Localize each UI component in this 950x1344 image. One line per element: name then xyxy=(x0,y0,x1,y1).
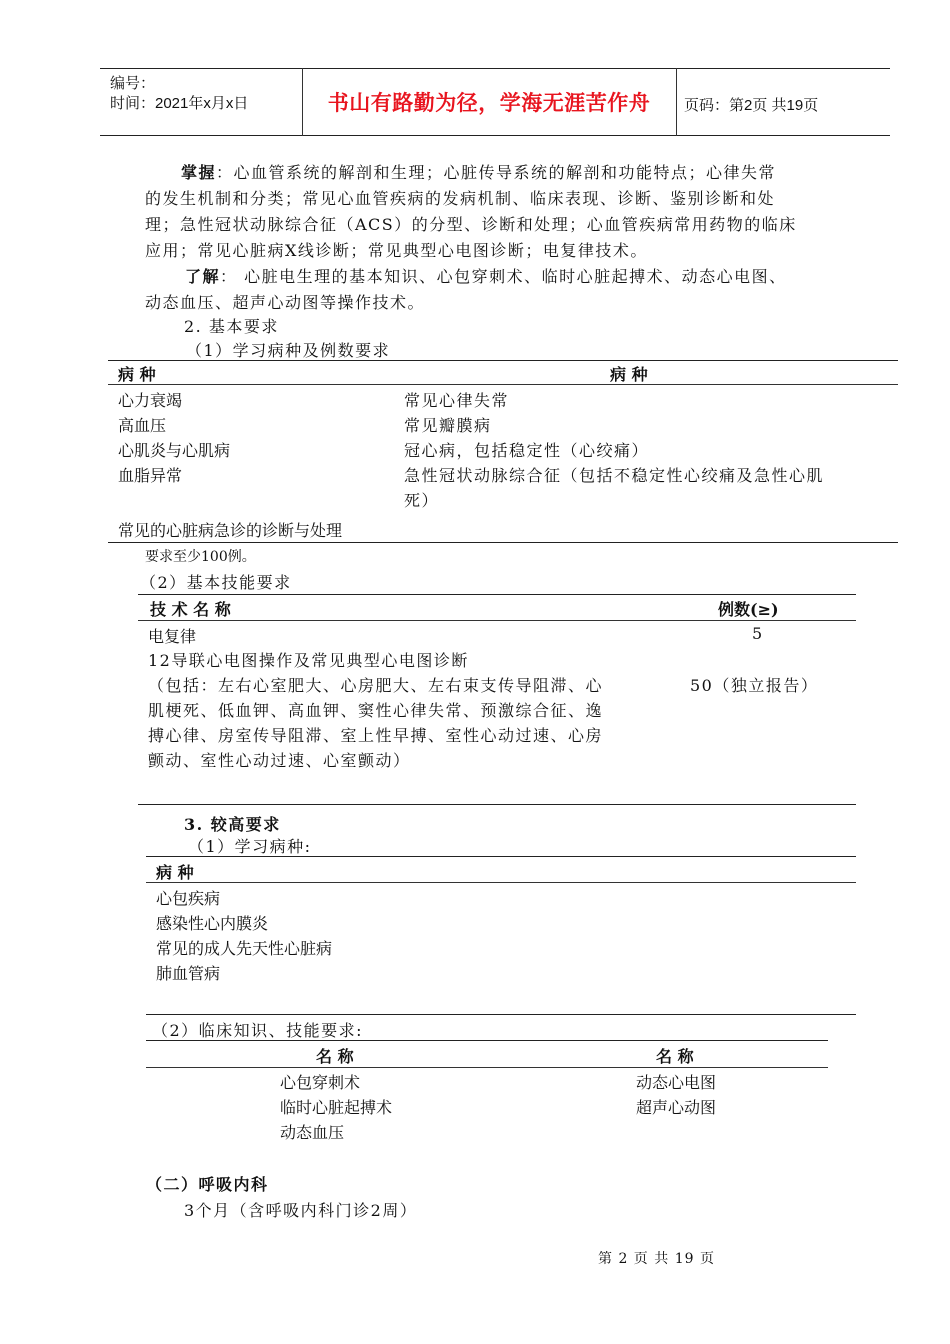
table1-last-row: 常见的心脏病急诊的诊断与处理 xyxy=(118,521,343,540)
table-rule xyxy=(138,594,856,595)
table2-row2-line: （包括：左右心室肥大、心房肥大、左右束支传导阻滞、心 xyxy=(148,676,604,695)
table4-left-column xyxy=(280,1070,392,1145)
header-motto: 书山有路勤为径，学海无涯苦作舟 xyxy=(327,91,651,115)
header-divider xyxy=(676,68,677,136)
advanced-sub2: （2）临床知识、技能要求: xyxy=(152,1021,364,1040)
table4-right-column xyxy=(636,1070,716,1120)
table3-item: 常见的成人先天性心脏病 xyxy=(156,939,333,958)
table-rule xyxy=(138,804,856,805)
table4-cell: 临时心脏起搏术 xyxy=(280,1098,393,1117)
table-rule xyxy=(146,1040,828,1041)
table2-row2-line: 搏心律、房室传导阻滞、室上性早搏、室性心动过速、心房 xyxy=(148,726,604,745)
basic-sub2: （2）基本技能要求 xyxy=(140,573,292,592)
table1-col-left: 病 种 xyxy=(118,365,156,384)
table-rule xyxy=(108,384,898,385)
mastery-line: 理；急性冠状动脉综合征（ACS）的分型、诊断和处理；心血管疾病常用药物的临床 xyxy=(145,215,797,234)
table2-row1-count: 5 xyxy=(752,624,763,643)
basic-heading: 2. 基本要求 xyxy=(184,317,279,336)
table1-cell: 死） xyxy=(404,491,440,510)
basic-sub1: （1）学习病种及例数要求 xyxy=(186,341,391,360)
page-footer: 第 2 页 共 19 页 xyxy=(598,1251,715,1267)
table2-row2-line: 颤动、室性心动过速、心室颤动） xyxy=(148,751,411,770)
table2-row2-count: 50（独立报告） xyxy=(690,676,819,695)
table-rule xyxy=(146,1067,828,1068)
table1-cell: 高血压 xyxy=(118,416,167,435)
table4-cell: 超声心动图 xyxy=(636,1098,717,1117)
table1-cell: 心力衰竭 xyxy=(118,391,183,410)
table1-right-column xyxy=(404,388,824,513)
table3-item: 肺血管病 xyxy=(156,964,221,983)
table3-item: 感染性心内膜炎 xyxy=(156,914,269,933)
table2-row1-name: 电复律 xyxy=(148,627,197,646)
mastery-line: 的发生机制和分类；常见心血管疾病的发病机制、临床表现、诊断、鉴别诊断和处 xyxy=(145,189,776,208)
table1-cell: 急性冠状动脉综合征（包括不稳定性心绞痛及急性心肌 xyxy=(404,466,825,485)
understand-line: ： 心脏电生理的基本知识、心包穿刺术、临时心脏起搏术、动态心电图、 xyxy=(220,267,787,286)
table-rule xyxy=(138,620,856,621)
understand-label: 了解 xyxy=(185,267,221,286)
table-rule xyxy=(108,360,898,361)
understand-line: 动态血压、超声心动图等操作技术。 xyxy=(145,293,426,312)
table4-col-right: 名 称 xyxy=(656,1047,694,1066)
table1-cell: 冠心病，包括稳定性（心绞痛） xyxy=(404,441,650,460)
table1-cell: 常见瓣膜病 xyxy=(404,416,492,435)
table-rule xyxy=(146,882,856,883)
section2-heading: （二）呼吸内科 xyxy=(146,1175,269,1194)
table1-cell: 心肌炎与心肌病 xyxy=(118,441,231,460)
table4-col-left: 名 称 xyxy=(316,1047,354,1066)
table4-cell: 心包穿刺术 xyxy=(280,1073,361,1092)
table2-row2-line: 肌梗死、低血钾、高血钾、窦性心律失常、预激综合征、逸 xyxy=(148,701,604,720)
mastery-line: ：心血管系统的解剖和生理；心脏传导系统的解剖和功能特点；心律失常 xyxy=(216,163,777,182)
table-rule xyxy=(146,1014,856,1015)
advanced-sub1: （1）学习病种: xyxy=(188,837,312,856)
table4-cell: 动态心电图 xyxy=(636,1073,717,1092)
mastery-label: 掌握 xyxy=(181,163,217,182)
section2-duration: 3个月（含呼吸内科门诊2周） xyxy=(184,1201,418,1220)
table3-col: 病 种 xyxy=(156,863,194,882)
table1-cell: 常见心律失常 xyxy=(404,391,510,410)
table3-item: 心包疾病 xyxy=(156,889,221,908)
table1-cell: 血脂异常 xyxy=(118,466,183,485)
time-label: 时间：2021年x月x日 xyxy=(110,95,249,112)
table1-left-column xyxy=(118,388,230,488)
table1-col-right: 病 种 xyxy=(610,365,648,384)
table2-col-name: 技 术 名 称 xyxy=(150,600,231,619)
understand-paragraph xyxy=(145,264,860,316)
table2-col-count: 例数(≥) xyxy=(718,600,779,619)
mastery-paragraph xyxy=(145,160,860,264)
table3-items xyxy=(156,886,332,986)
mastery-line: 应用；常见心脏病X线诊断；常见典型心电图诊断；电复律技术。 xyxy=(145,241,648,260)
table-rule xyxy=(146,856,856,857)
advanced-heading: 3. 较高要求 xyxy=(184,815,281,834)
header-page-info: 页码：第2页 共19页 xyxy=(684,97,819,114)
table2-row2-name xyxy=(148,648,603,773)
table-rule xyxy=(108,542,898,543)
table2-row2-line: 12导联心电图操作及常见典型心电图诊断 xyxy=(148,651,469,670)
requirement-note: 要求至少100例。 xyxy=(145,549,256,565)
table4-cell: 动态血压 xyxy=(280,1123,345,1142)
serial-label: 编号： xyxy=(110,75,156,92)
